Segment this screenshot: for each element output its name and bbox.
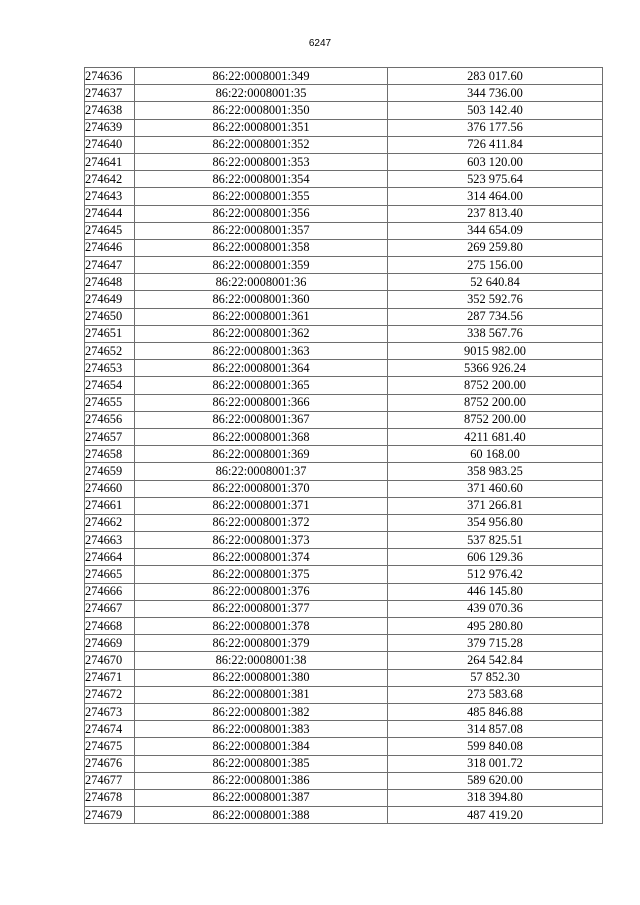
table-row	[85, 669, 603, 686]
row-number-cell: 274679	[85, 807, 135, 824]
table-row	[85, 119, 603, 136]
row-number-cell: 274636	[85, 68, 135, 85]
cadastral-value-cell: 264 542.84	[388, 652, 603, 669]
cadastral-value-cell: 273 583.68	[388, 686, 603, 703]
table-row	[85, 514, 603, 531]
cadastral-value-cell: 314 464.00	[388, 188, 603, 205]
cadastral-number-cell: 86:22:0008001:378	[135, 618, 388, 635]
cadastral-value-cell: 287 734.56	[388, 308, 603, 325]
cadastral-number-cell: 86:22:0008001:357	[135, 222, 388, 239]
cadastral-number-cell: 86:22:0008001:382	[135, 703, 388, 720]
cadastral-value-cell: 726 411.84	[388, 136, 603, 153]
table-row	[85, 738, 603, 755]
table-row	[85, 102, 603, 119]
cadastral-number-cell: 86:22:0008001:363	[135, 343, 388, 360]
cadastral-number-cell: 86:22:0008001:369	[135, 446, 388, 463]
row-number-cell: 274657	[85, 428, 135, 445]
table-row	[85, 325, 603, 342]
cadastral-number-cell: 86:22:0008001:383	[135, 721, 388, 738]
table-row	[85, 153, 603, 170]
table-row	[85, 239, 603, 256]
cadastral-number-cell: 86:22:0008001:374	[135, 549, 388, 566]
cadastral-value-cell: 314 857.08	[388, 721, 603, 738]
row-number-cell: 274652	[85, 343, 135, 360]
cadastral-value-cell: 354 956.80	[388, 514, 603, 531]
cadastral-number-cell: 86:22:0008001:36	[135, 274, 388, 291]
cadastral-value-cell: 8752 200.00	[388, 377, 603, 394]
table-row	[85, 566, 603, 583]
row-number-cell: 274676	[85, 755, 135, 772]
table-row	[85, 377, 603, 394]
cadastral-number-cell: 86:22:0008001:361	[135, 308, 388, 325]
cadastral-number-cell: 86:22:0008001:366	[135, 394, 388, 411]
cadastral-number-cell: 86:22:0008001:355	[135, 188, 388, 205]
table-row	[85, 703, 603, 720]
row-number-cell: 274674	[85, 721, 135, 738]
row-number-cell: 274658	[85, 446, 135, 463]
table-row	[85, 291, 603, 308]
cadastral-number-cell: 86:22:0008001:386	[135, 772, 388, 789]
cadastral-value-cell: 606 129.36	[388, 549, 603, 566]
row-number-cell: 274672	[85, 686, 135, 703]
cadastral-number-cell: 86:22:0008001:354	[135, 171, 388, 188]
cadastral-number-cell: 86:22:0008001:375	[135, 566, 388, 583]
cadastral-number-cell: 86:22:0008001:368	[135, 428, 388, 445]
cadastral-value-cell: 4211 681.40	[388, 428, 603, 445]
table-row	[85, 686, 603, 703]
cadastral-number-cell: 86:22:0008001:352	[135, 136, 388, 153]
row-number-cell: 274663	[85, 532, 135, 549]
row-number-cell: 274659	[85, 463, 135, 480]
cadastral-value-cell: 603 120.00	[388, 153, 603, 170]
cadastral-value-cell: 503 142.40	[388, 102, 603, 119]
row-number-cell: 274664	[85, 549, 135, 566]
row-number-cell: 274656	[85, 411, 135, 428]
table-row	[85, 274, 603, 291]
cadastral-number-cell: 86:22:0008001:38	[135, 652, 388, 669]
table-row	[85, 205, 603, 222]
cadastral-number-cell: 86:22:0008001:377	[135, 600, 388, 617]
row-number-cell: 274641	[85, 153, 135, 170]
cadastral-number-cell: 86:22:0008001:359	[135, 257, 388, 274]
cadastral-number-cell: 86:22:0008001:370	[135, 480, 388, 497]
cadastral-number-cell: 86:22:0008001:351	[135, 119, 388, 136]
table-row	[85, 308, 603, 325]
cadastral-value-cell: 275 156.00	[388, 257, 603, 274]
table-row	[85, 635, 603, 652]
cadastral-value-cell: 338 567.76	[388, 325, 603, 342]
cadastral-value-cell: 523 975.64	[388, 171, 603, 188]
row-number-cell: 274668	[85, 618, 135, 635]
cadastral-value-cell: 344 654.09	[388, 222, 603, 239]
table-row	[85, 463, 603, 480]
cadastral-number-cell: 86:22:0008001:364	[135, 360, 388, 377]
row-number-cell: 274667	[85, 600, 135, 617]
table-row	[85, 257, 603, 274]
cadastral-number-cell: 86:22:0008001:385	[135, 755, 388, 772]
cadastral-value-cell: 8752 200.00	[388, 411, 603, 428]
cadastral-value-cell: 358 983.25	[388, 463, 603, 480]
cadastral-number-cell: 86:22:0008001:350	[135, 102, 388, 119]
table-row	[85, 428, 603, 445]
table-row	[85, 343, 603, 360]
table-row	[85, 497, 603, 514]
cadastral-value-cell: 9015 982.00	[388, 343, 603, 360]
row-number-cell: 274670	[85, 652, 135, 669]
table-row	[85, 721, 603, 738]
cadastral-value-table	[84, 67, 603, 824]
cadastral-value-cell: 283 017.60	[388, 68, 603, 85]
table-row	[85, 549, 603, 566]
cadastral-number-cell: 86:22:0008001:376	[135, 583, 388, 600]
row-number-cell: 274642	[85, 171, 135, 188]
row-number-cell: 274665	[85, 566, 135, 583]
row-number-cell: 274647	[85, 257, 135, 274]
row-number-cell: 274654	[85, 377, 135, 394]
table-row	[85, 755, 603, 772]
cadastral-value-cell: 237 813.40	[388, 205, 603, 222]
cadastral-number-cell: 86:22:0008001:367	[135, 411, 388, 428]
row-number-cell: 274651	[85, 325, 135, 342]
row-number-cell: 274639	[85, 119, 135, 136]
table-row	[85, 188, 603, 205]
table-row	[85, 532, 603, 549]
cadastral-number-cell: 86:22:0008001:37	[135, 463, 388, 480]
cadastral-value-cell: 344 736.00	[388, 85, 603, 102]
table-row	[85, 411, 603, 428]
cadastral-number-cell: 86:22:0008001:388	[135, 807, 388, 824]
table-row	[85, 222, 603, 239]
cadastral-number-cell: 86:22:0008001:365	[135, 377, 388, 394]
cadastral-value-cell: 371 460.60	[388, 480, 603, 497]
table-body	[85, 68, 603, 824]
cadastral-value-cell: 371 266.81	[388, 497, 603, 514]
table-row	[85, 85, 603, 102]
row-number-cell: 274637	[85, 85, 135, 102]
row-number-cell: 274648	[85, 274, 135, 291]
row-number-cell: 274643	[85, 188, 135, 205]
cadastral-number-cell: 86:22:0008001:356	[135, 205, 388, 222]
cadastral-number-cell: 86:22:0008001:362	[135, 325, 388, 342]
row-number-cell: 274638	[85, 102, 135, 119]
table-row	[85, 772, 603, 789]
row-number-cell: 274646	[85, 239, 135, 256]
row-number-cell: 274650	[85, 308, 135, 325]
row-number-cell: 274661	[85, 497, 135, 514]
cadastral-value-cell: 60 168.00	[388, 446, 603, 463]
cadastral-value-cell: 379 715.28	[388, 635, 603, 652]
cadastral-number-cell: 86:22:0008001:349	[135, 68, 388, 85]
cadastral-number-cell: 86:22:0008001:358	[135, 239, 388, 256]
table-row	[85, 600, 603, 617]
cadastral-value-cell: 495 280.80	[388, 618, 603, 635]
cadastral-value-cell: 439 070.36	[388, 600, 603, 617]
table-row	[85, 618, 603, 635]
row-number-cell: 274644	[85, 205, 135, 222]
row-number-cell: 274660	[85, 480, 135, 497]
row-number-cell: 274669	[85, 635, 135, 652]
row-number-cell: 274673	[85, 703, 135, 720]
table-row	[85, 446, 603, 463]
row-number-cell: 274678	[85, 789, 135, 806]
cadastral-value-cell: 269 259.80	[388, 239, 603, 256]
cadastral-value-cell: 485 846.88	[388, 703, 603, 720]
cadastral-number-cell: 86:22:0008001:35	[135, 85, 388, 102]
row-number-cell: 274655	[85, 394, 135, 411]
row-number-cell: 274640	[85, 136, 135, 153]
row-number-cell: 274649	[85, 291, 135, 308]
cadastral-number-cell: 86:22:0008001:372	[135, 514, 388, 531]
cadastral-value-cell: 512 976.42	[388, 566, 603, 583]
row-number-cell: 274645	[85, 222, 135, 239]
cadastral-value-cell: 487 419.20	[388, 807, 603, 824]
row-number-cell: 274662	[85, 514, 135, 531]
cadastral-value-cell: 8752 200.00	[388, 394, 603, 411]
table-row	[85, 360, 603, 377]
row-number-cell: 274671	[85, 669, 135, 686]
table-row	[85, 136, 603, 153]
cadastral-number-cell: 86:22:0008001:373	[135, 532, 388, 549]
table-row	[85, 583, 603, 600]
cadastral-number-cell: 86:22:0008001:381	[135, 686, 388, 703]
cadastral-number-cell: 86:22:0008001:387	[135, 789, 388, 806]
cadastral-value-cell: 57 852.30	[388, 669, 603, 686]
cadastral-number-cell: 86:22:0008001:371	[135, 497, 388, 514]
cadastral-number-cell: 86:22:0008001:384	[135, 738, 388, 755]
cadastral-value-cell: 376 177.56	[388, 119, 603, 136]
row-number-cell: 274653	[85, 360, 135, 377]
cadastral-value-cell: 599 840.08	[388, 738, 603, 755]
cadastral-number-cell: 86:22:0008001:353	[135, 153, 388, 170]
table-row	[85, 68, 603, 85]
cadastral-number-cell: 86:22:0008001:360	[135, 291, 388, 308]
table-row	[85, 789, 603, 806]
page-number: 6247	[308, 38, 332, 49]
cadastral-value-cell: 318 394.80	[388, 789, 603, 806]
row-number-cell: 274675	[85, 738, 135, 755]
table-row	[85, 394, 603, 411]
row-number-cell: 274666	[85, 583, 135, 600]
cadastral-value-cell: 589 620.00	[388, 772, 603, 789]
row-number-cell: 274677	[85, 772, 135, 789]
cadastral-value-cell: 446 145.80	[388, 583, 603, 600]
table-row	[85, 652, 603, 669]
cadastral-value-cell: 352 592.76	[388, 291, 603, 308]
cadastral-value-cell: 537 825.51	[388, 532, 603, 549]
table-row	[85, 171, 603, 188]
cadastral-value-cell: 52 640.84	[388, 274, 603, 291]
cadastral-value-cell: 5366 926.24	[388, 360, 603, 377]
table-row	[85, 807, 603, 824]
cadastral-number-cell: 86:22:0008001:380	[135, 669, 388, 686]
table-row	[85, 480, 603, 497]
cadastral-number-cell: 86:22:0008001:379	[135, 635, 388, 652]
cadastral-value-cell: 318 001.72	[388, 755, 603, 772]
